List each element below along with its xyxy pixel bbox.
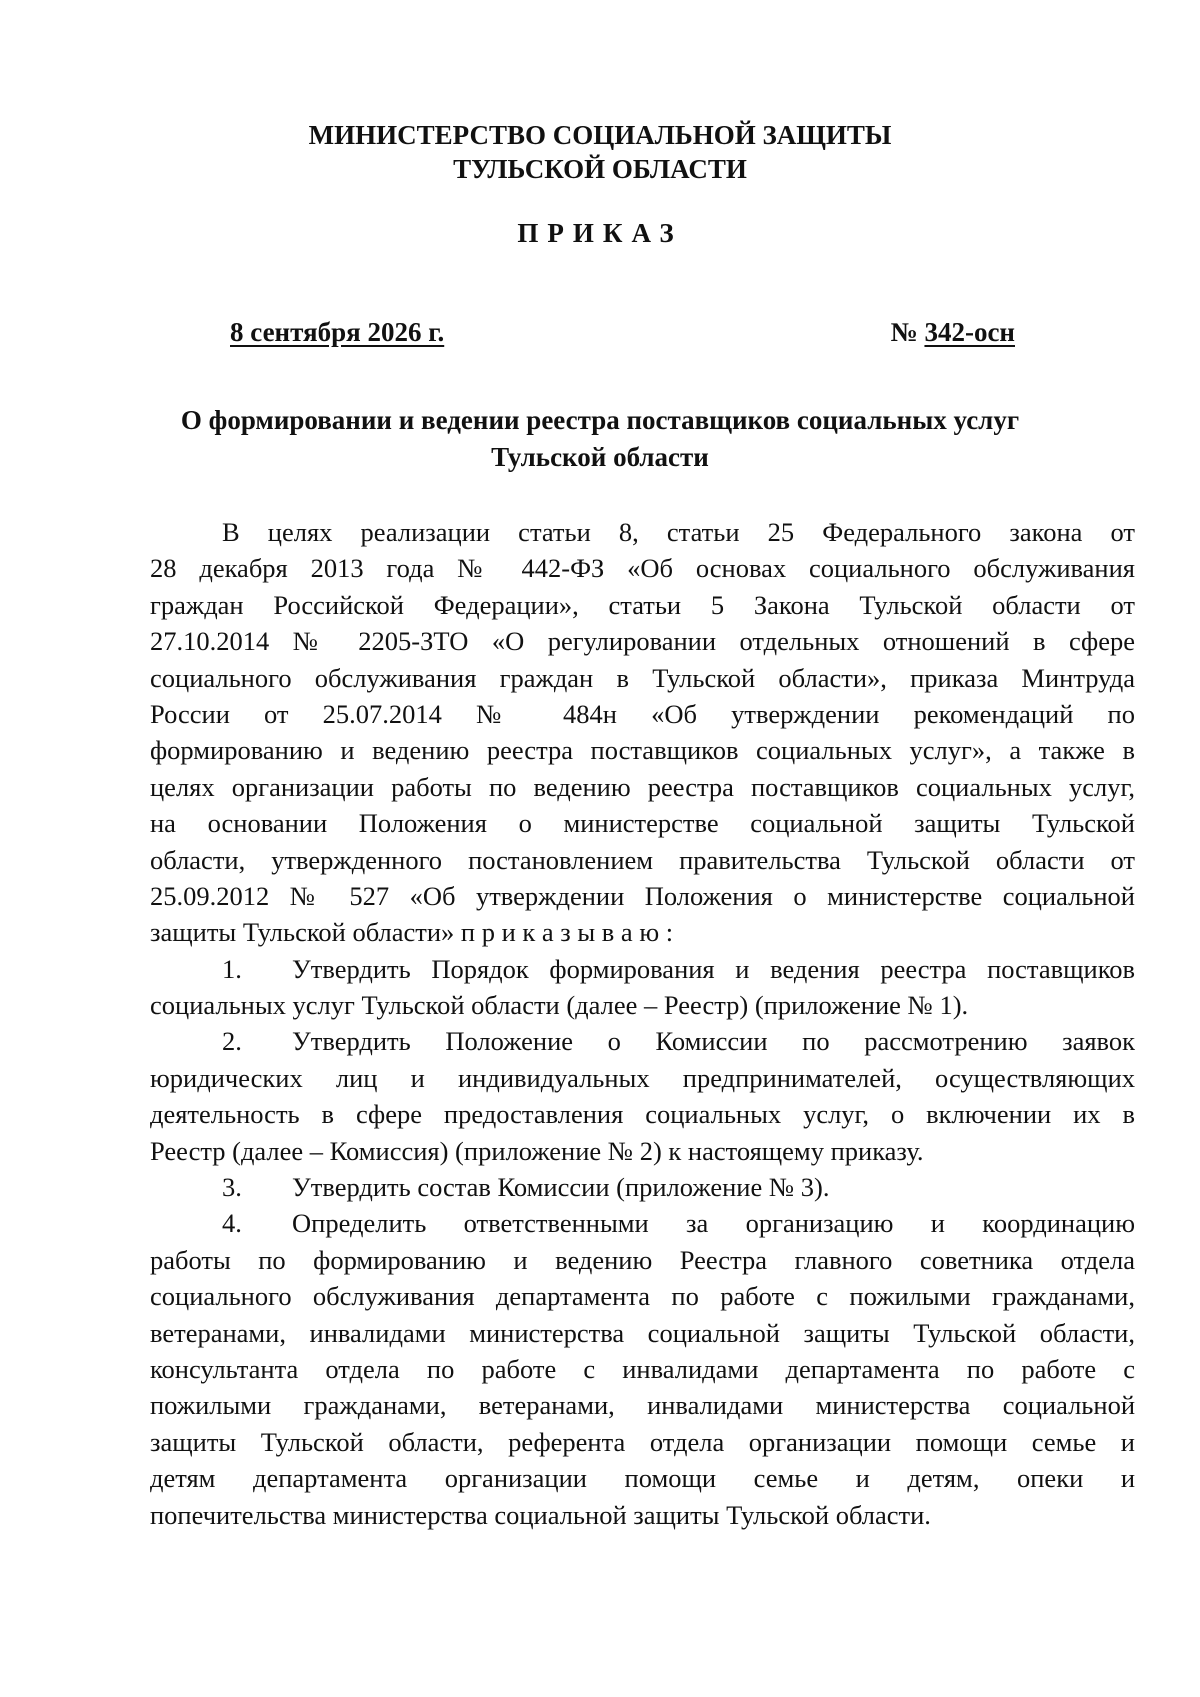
item-text: Утвердить Порядок формирования и ведения реестра поставщиков: [292, 953, 1135, 984]
item-text: Определить ответственными за организацию и координацию: [292, 1208, 1135, 1239]
item-number: 4.: [222, 1208, 242, 1239]
item-line: детям департамента организации помощи семье и детям, опеки и: [150, 1463, 1135, 1494]
item-number: 2.: [222, 1026, 242, 1057]
preamble-line: на основании Положения о министерстве социальной защиты Тульской: [150, 808, 1135, 839]
order-item-3: [150, 1169, 1135, 1205]
item-number: 1.: [222, 953, 242, 984]
item-text: Утвердить Положение о Комиссии по рассмотрению заявок: [292, 1026, 1135, 1057]
preamble-line: граждан Российской Федерации», статьи 5 Закона Тульской области от: [150, 589, 1135, 620]
item-first-line: [150, 1023, 1135, 1059]
item-line: попечительства министерства социальной защиты Тульской области.: [150, 1499, 931, 1530]
preamble-line: 27.10.2014 № 2205-ЗТО «О регулировании отдельных отношений в сфере: [150, 626, 1135, 657]
order-subject-line1: О формировании и ведении реестра поставщиков социальных услуг: [180, 405, 1020, 435]
preamble-line: целях организации работы по ведению реестра поставщиков социальных услуг,: [150, 771, 1135, 802]
item-line: деятельность в сфере предоставления социальных услуг, о включении их в: [150, 1099, 1135, 1130]
preamble-line: формированию и ведению реестра поставщиков социальных услуг», а также в: [150, 735, 1135, 766]
order-item-1: [150, 951, 1135, 1024]
preamble-line: области, утвержденного постановлением правительства Тульской области от: [150, 844, 1135, 875]
order-date: 8 сентября 2026 г.: [230, 317, 445, 347]
item-line: социального обслуживания департамента по работе с пожилыми гражданами,: [150, 1281, 1135, 1312]
item-line: ветеранами, инвалидами министерства социальной защиты Тульской области,: [150, 1317, 1135, 1348]
ministry-name-line2: ТУЛЬСКОЙ ОБЛАСТИ: [453, 154, 747, 184]
preamble: [150, 514, 1135, 951]
order-title: ПРИКАЗ: [517, 218, 683, 248]
item-number: 3.: [222, 1172, 242, 1203]
item-first-line: [150, 1169, 1135, 1205]
order-number-value: 342-осн: [924, 317, 1015, 347]
item-first-line: [150, 1205, 1135, 1241]
item-line: юридических лиц и индивидуальных предпринимателей, осуществляющих: [150, 1062, 1135, 1093]
item-line: социальных услуг Тульской области (далее – Реестр) (приложение № 1).: [150, 990, 969, 1021]
item-line: консультанта отдела по работе с инвалидами департамента по работе с: [150, 1353, 1135, 1384]
preamble-line: социального обслуживания граждан в Тульской области», приказа Минтруда: [150, 662, 1135, 693]
item-line: работы по формированию и ведению Реестра главного советника отдела: [150, 1244, 1135, 1275]
ministry-name-line1: МИНИСТЕРСТВО СОЦИАЛЬНОЙ ЗАЩИТЫ: [308, 120, 892, 150]
preamble-line: России от 25.07.2014 № 484н «Об утверждении рекомендаций по: [150, 698, 1135, 729]
preamble-line: 25.09.2012 № 527 «Об утверждении Положения о министерстве социальной: [150, 880, 1135, 911]
preamble-line: 28 декабря 2013 года № 442-ФЗ «Об основах социального обслуживания: [150, 553, 1135, 584]
order-subject-line2: Тульской области: [491, 442, 709, 472]
order-item-4: [150, 1205, 1135, 1533]
item-line: пожилыми гражданами, ветеранами, инвалидами министерства социальной: [150, 1390, 1135, 1421]
order-number: [891, 317, 1015, 348]
preamble-line: защиты Тульской области» п р и к а з ы в а ю :: [150, 917, 674, 948]
order-number-prefix: №: [890, 317, 925, 347]
preamble-line: В целях реализации статьи 8, статьи 25 Федерального закона от: [222, 517, 1135, 547]
item-first-line: [150, 951, 1135, 987]
item-text: Утвердить состав Комиссии (приложение № 3).: [292, 1172, 830, 1203]
order-body: [150, 514, 1135, 1533]
order-item-2: [150, 1023, 1135, 1169]
item-line: Реестр (далее – Комиссия) (приложение № 2) к настоящему приказу.: [150, 1135, 924, 1166]
item-line: защиты Тульской области, референта отдела организации помощи семье и: [150, 1426, 1135, 1457]
